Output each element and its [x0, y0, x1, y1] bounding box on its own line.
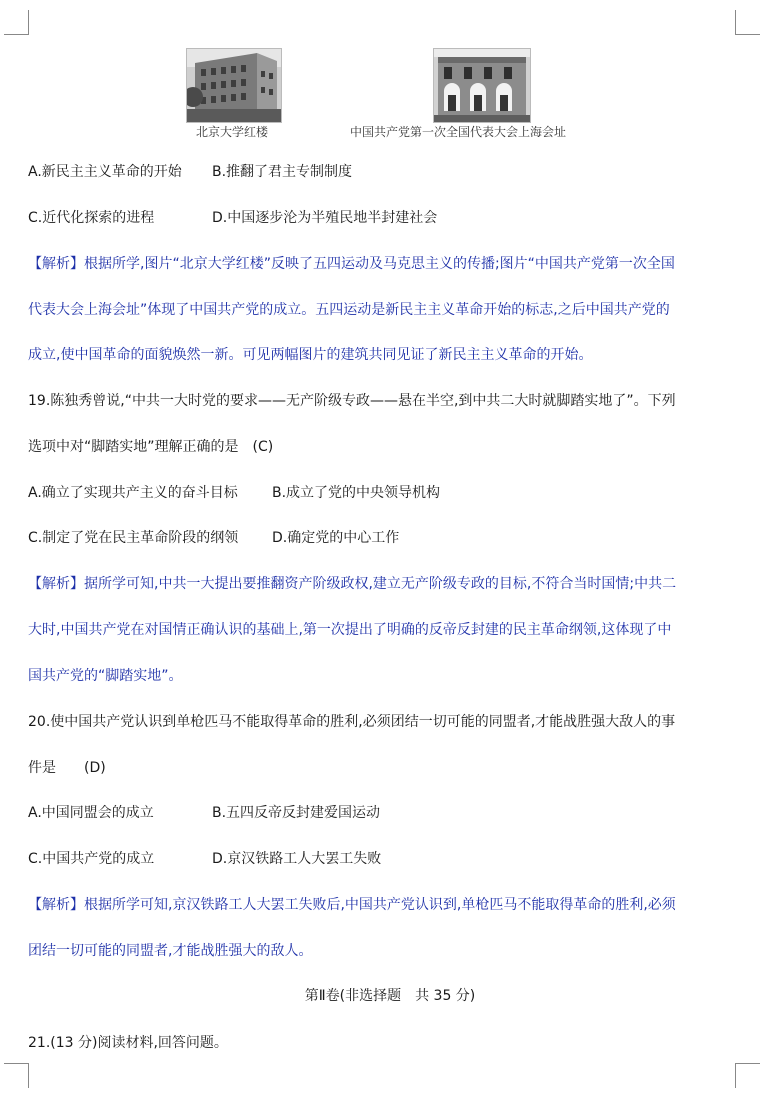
analysis-line [28, 574, 676, 594]
section-title: 第Ⅱ卷(非选择题 共 35 分) [304, 988, 476, 1004]
photo-caption: 中国共产党第一次全国代表大会上海会址 [350, 125, 567, 139]
option-d: D.中国逐步沦为半殖民地半封建社会 [212, 210, 438, 226]
crop-mark-bottom-right [735, 1063, 760, 1088]
analysis-line: 大时,中国共产党在对国情正确认识的基础上,第一次提出了明确的反帝反封建的民主革命纲领,这体现了中 [28, 622, 672, 638]
photo-first-congress-site [433, 48, 531, 123]
option-a: A.中国同盟会的成立 [28, 805, 154, 821]
analysis-text: 根据所学,图片“北京大学红楼”反映了五四运动及马克思主义的传播;图片“中国共产党第一次全国 [84, 256, 675, 272]
option-b: B.成立了党的中央领导机构 [272, 485, 441, 501]
crop-mark-top-right [735, 10, 760, 35]
option-c: C.制定了党在民主革命阶段的纲领 [28, 530, 239, 546]
option-d: D.京汉铁路工人大罢工失败 [212, 851, 382, 867]
analysis-line: 代表大会上海会址”体现了中国共产党的成立。五四运动是新民主主义革命开始的标志,之后中国共产党的 [28, 302, 670, 318]
option-c: C.近代化探索的进程 [28, 210, 155, 226]
analysis-line: 国共产党的“脚踏实地”。 [28, 668, 183, 684]
analysis-tag: 【解析】 [28, 256, 84, 272]
analysis-line: 团结一切可能的同盟者,才能战胜强大的敌人。 [28, 943, 313, 959]
analysis-text: 根据所学可知,京汉铁路工人大罢工失败后,中国共产党认识到,单枪匹马不能取得革命的胜利,必须 [84, 897, 676, 913]
photo-caption: 北京大学红楼 [196, 125, 269, 139]
analysis-line [28, 254, 675, 274]
analysis-line: 成立,使中国革命的面貌焕然一新。可见两幅图片的建筑共同见证了新民主主义革命的开始。 [28, 347, 593, 363]
analysis-tag: 【解析】 [28, 897, 84, 913]
photo-peking-university-red-building [186, 48, 282, 123]
option-c: C.中国共产党的成立 [28, 851, 155, 867]
analysis-tag: 【解析】 [28, 576, 84, 592]
crop-mark-top-left [4, 10, 29, 35]
question-stem: 21.(13 分)阅读材料,回答问题。 [28, 1035, 228, 1051]
crop-mark-bottom-left [4, 1063, 29, 1088]
option-a: A.确立了实现共产主义的奋斗目标 [28, 485, 238, 501]
analysis-line [28, 895, 676, 915]
question-stem: 选项中对“脚踏实地”理解正确的是 (C) [28, 439, 274, 455]
question-stem: 19.陈独秀曾说,“中共一大时党的要求——无产阶级专政——悬在半空,到中共二大时就脚踏实地了”。下列 [28, 393, 676, 409]
question-stem: 20.使中国共产党认识到单枪匹马不能取得革命的胜利,必须团结一切可能的同盟者,才能战胜强大敌人的事 [28, 714, 676, 730]
option-d: D.确定党的中心工作 [272, 530, 400, 546]
option-b: B.推翻了君主专制制度 [212, 164, 353, 180]
option-b: B.五四反帝反封建爱国运动 [212, 805, 381, 821]
analysis-text: 据所学可知,中共一大提出要推翻资产阶级政权,建立无产阶级专政的目标,不符合当时国情;中共二 [84, 576, 677, 592]
question-stem: 件是 (D) [28, 760, 106, 776]
option-a: A.新民主主义革命的开始 [28, 164, 182, 180]
